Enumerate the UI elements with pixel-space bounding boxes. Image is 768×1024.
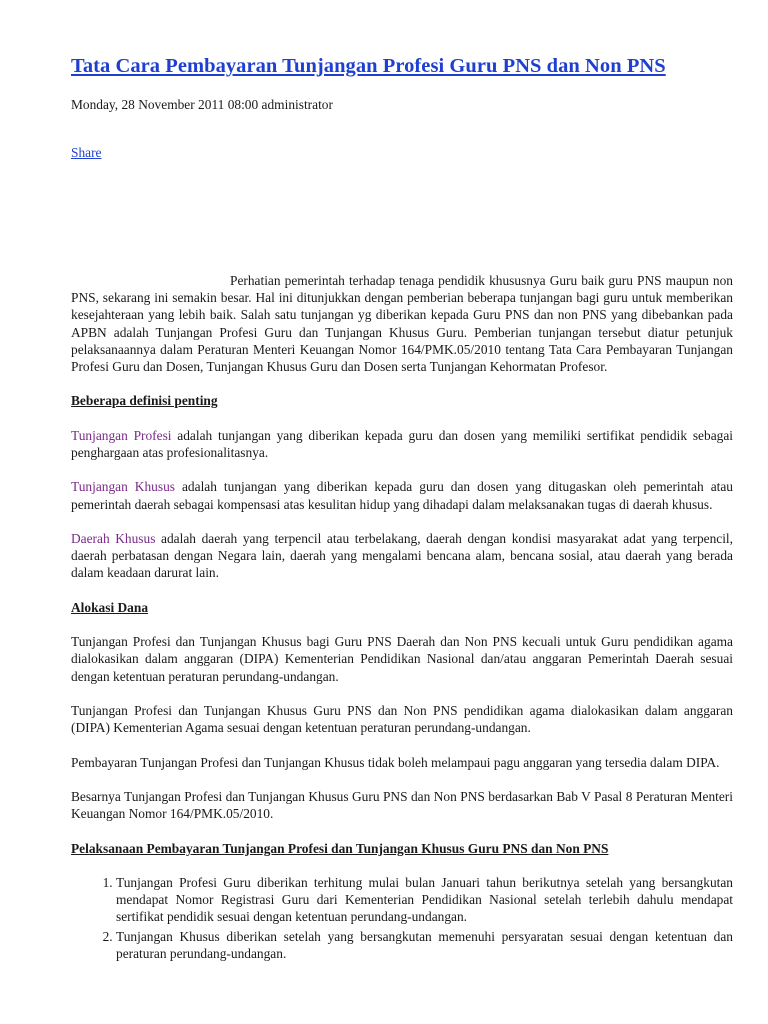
- allocation-paragraph: Tunjangan Profesi dan Tunjangan Khusus Guru PNS dan Non PNS pendidikan agama dialokasikan dalam anggaran (DIPA) Kementerian Agama sesuai dengan ketentuan peraturan perundang-undangan.: [71, 702, 733, 736]
- definitions-heading: Beberapa definisi penting: [71, 393, 218, 409]
- list-item: 2. Tunjangan Khusus diberikan setelah yang bersangkutan memenuhi persyaratan sesuai dengan ketentuan dan peraturan perundang-undangan.: [116, 928, 733, 962]
- allocation-paragraph: Besarnya Tunjangan Profesi dan Tunjangan Khusus Guru PNS dan Non PNS berdasarkan Bab V Pasal 8 Peraturan Menteri Keuangan Nomor 164/PMK.05/2010.: [71, 788, 733, 822]
- share-link[interactable]: Share: [71, 145, 102, 160]
- article-title-link[interactable]: Tata Cara Pembayaran Tunjangan Profesi Guru PNS dan Non PNS: [71, 55, 666, 77]
- implementation-heading: Pelaksanaan Pembayaran Tunjangan Profesi dan Tunjangan Khusus Guru PNS dan Non PNS: [71, 840, 609, 856]
- list-item: 1. Tunjangan Profesi Guru diberikan terhitung mulai bulan Januari tahun berikutnya setelah yang bersangkutan mendapat Nomor Registrasi Guru dari Kementerian Pendidikan Nasional setelah terlebih dahulu mendapat sertifikat pendidik sesuai dengan ketentuan perundang-undangan.: [116, 874, 733, 926]
- definition-text: adalah daerah yang terpencil atau terbelakang, daerah dengan kondisi masyarakat adat yang terpencil, daerah perbatasan dengan Negara lain, daerah yang mengalami bencana alam, bencana sosial, atau daerah yang berada dalam keadaan darurat lain.: [71, 530, 734, 581]
- implementation-list: [71, 874, 733, 962]
- definition-term: Tunjangan Profesi: [71, 427, 172, 443]
- definition-term: Tunjangan Khusus: [71, 479, 175, 495]
- article-meta: Monday, 28 November 2011 08:00 administrator: [71, 97, 333, 112]
- intro-paragraph: Perhatian pemerintah terhadap tenaga pendidik khususnya Guru baik guru PNS maupun non PNS, sekarang ini semakin besar. Hal ini ditunjukkan dengan pemberian beberapa tunjangan bagi guru untuk memberikan kesejahteraan yang lebih baik. Salah satu tunjangan yg diberikan kepada Guru PNS dan non PNS yang dibebankan pada APBN adalah Tunjangan Profesi Guru dan Tunjangan Khusus Guru. Pemberian tunjangan tersebut diatur petunjuk pelaksanaannya dalam Peraturan Menteri Keuangan Nomor 164/PMK.05/2010 tentang Tata Cara Pembayaran Tunjangan Profesi Guru dan Dosen, Tunjangan Khusus Guru dan Dosen serta Tunjangan Kehormatan Profesor.: [71, 273, 733, 375]
- definition-term: Daerah Khusus: [71, 530, 156, 546]
- definition-item: [71, 427, 733, 461]
- allocation-heading: Alokasi Dana: [71, 599, 149, 615]
- definition-item: [71, 530, 733, 582]
- definition-text: adalah tunjangan yang diberikan kepada guru dan dosen yang ditugaskan oleh pemerintah atau pemerintah daerah sebagai kompensasi atas kesulitan hidup yang dihadapi dalam melaksanakan tugas di daerah khusus.: [71, 479, 734, 512]
- allocation-paragraph: Tunjangan Profesi dan Tunjangan Khusus bagi Guru PNS Daerah dan Non PNS kecuali untuk Guru pendidikan agama dialokasikan dalam anggaran (DIPA) Kementerian Pendidikan Nasional dan/atau anggaran Pemerintah Daerah sesuai dengan ketentuan peraturan perundang-undangan.: [71, 634, 733, 684]
- article-body: [71, 272, 733, 964]
- definition-text: adalah tunjangan yang diberikan kepada guru dan dosen yang memiliki sertifikat pendidik sebagai penghargaan atas profesionalitasnya.: [71, 427, 734, 460]
- allocation-paragraph: Pembayaran Tunjangan Profesi dan Tunjangan Khusus tidak boleh melampaui pagu anggaran yang tersedia dalam DIPA.: [71, 754, 720, 770]
- definition-item: [71, 478, 733, 512]
